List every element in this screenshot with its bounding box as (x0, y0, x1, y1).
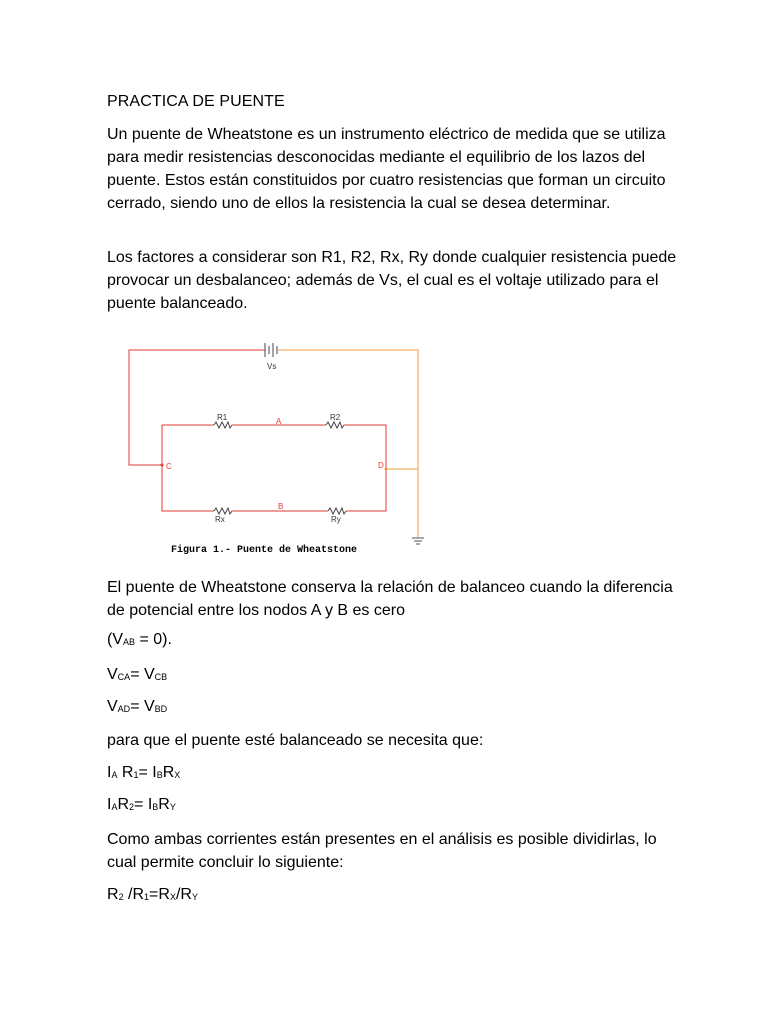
equation-vab: (VAB = 0). (107, 631, 172, 648)
resistor-r1-icon (214, 422, 232, 428)
ground-icon (412, 538, 424, 544)
equation-2: IAR2= IBRY (107, 796, 176, 813)
conclusion-paragraph: Como ambas corrientes están presentes en el análisis es posible dividirlas, lo cual permite concluir lo siguiente: (107, 831, 657, 871)
label-ry: Ry (331, 515, 341, 524)
label-node-a: A (276, 417, 282, 426)
resistor-rx-icon (214, 508, 232, 514)
label-r2: R2 (330, 413, 341, 422)
label-vs: Vs (267, 362, 277, 371)
intro-paragraph: Un puente de Wheatstone es un instrumento eléctrico de medida que se utiliza para medir resistencias desconocidas mediante el equilibrio de los lazos del puente. Estos están constituidos por cuatro resistencias que forman un circuito cerrado, siendo uno de ellos la resistencia la cual se desea determinar. (107, 126, 666, 212)
equation-vca: VCA= VCB (107, 666, 168, 683)
resistor-ry-icon (328, 508, 346, 514)
label-node-d: D (378, 461, 384, 470)
orange-wires (278, 350, 418, 538)
red-wires (129, 350, 386, 511)
label-r1: R1 (217, 413, 228, 422)
balance-paragraph: El puente de Wheatstone conserva la relación de balanceo cuando la diferencia de potencial entre los nodos A y B es cero (107, 579, 673, 619)
figure-caption: Figura 1.- Puente de Wheatstone (171, 545, 358, 556)
label-rx: Rx (215, 515, 225, 524)
factors-paragraph: Los factores a considerar son R1, R2, Rx, Ry donde cualquier resistencia puede provocar un desbalanceo; además de Vs, el cual es el voltaje utilizado para el puente balanceado. (107, 249, 677, 312)
node-c-dot (161, 464, 164, 467)
node-d-dot (385, 468, 388, 471)
equation-1: IA R1= IBRX (107, 764, 181, 781)
label-node-c: C (166, 462, 172, 471)
label-node-b: B (278, 502, 284, 511)
resistor-r2-icon (326, 422, 344, 428)
battery-icon (265, 343, 277, 357)
balance-requirement-text: para que el puente esté balanceado se necesita que: (107, 732, 484, 749)
wheatstone-circuit-diagram (120, 338, 440, 568)
page-title: PRACTICA DE PUENTE (107, 93, 285, 110)
equation-vad: VAD= VBD (107, 698, 168, 715)
equation-3: R2 /R1=RX/RY (107, 886, 198, 903)
